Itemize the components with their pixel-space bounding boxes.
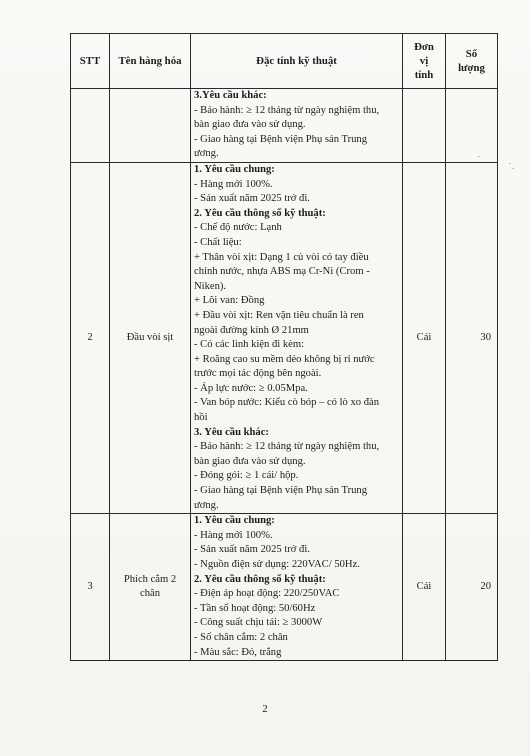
item-name-line: chân (140, 588, 160, 600)
cell-stt: 3 (71, 514, 110, 661)
spec-line: - Nguồn điện sử dụng: 220VAC/ 50Hz. (194, 559, 360, 570)
spec-line: - Sản xuất năm 2025 trở đi. (194, 544, 310, 556)
spec-line: - Giao hàng tại Bệnh viện Phụ sản Trung (194, 133, 368, 145)
header-technical-spec: Đặc tính kỹ thuật (191, 34, 403, 89)
header-quantity-line: Số (465, 48, 478, 60)
specification-table (70, 33, 498, 661)
table-row (71, 162, 498, 513)
header-item-name: Tên hàng hóa (110, 34, 191, 89)
spec-line: - Giao hàng tại Bệnh viện Phụ sản Trung (194, 485, 368, 497)
spec-line: 2. Yêu cầu thông số kỹ thuật: (194, 207, 326, 219)
header-quantity-line: lượng (458, 62, 485, 74)
spec-line: bàn giao đưa vào sử dụng. (194, 119, 306, 131)
cell-technical-spec (191, 162, 403, 513)
cell-quantity (446, 89, 498, 163)
cell-unit: Cái (403, 162, 446, 513)
item-name-line: Phích cắm 2 (123, 573, 177, 585)
cell-technical-spec (191, 514, 403, 661)
header-unit-line: Đơn (414, 41, 434, 53)
header-unit-line: vị (419, 55, 429, 67)
header-quantity (446, 34, 498, 89)
cell-stt (71, 89, 110, 163)
cell-item-name (110, 514, 191, 661)
spec-line: + Thân vòi xịt: Dạng 1 củ vòi có tay điều (194, 251, 369, 263)
spec-line: - Áp lực nước: ≥ 0.05Mpa. (194, 382, 308, 394)
spec-line: - Hàng mới 100%. (194, 178, 273, 190)
cell-stt: 2 (71, 162, 110, 513)
spec-line: - Chất liệu: (194, 236, 242, 248)
spec-line: - Công suất chịu tải: ≥ 3000W (194, 617, 323, 629)
spec-line: ngoài đường kính Ø 21mm (194, 324, 309, 336)
cell-quantity: 20 (446, 514, 498, 661)
spec-line: chỉnh nước, nhựa ABS mạ Cr-Ni (Crom - (194, 266, 370, 278)
cell-quantity: 30 (446, 162, 498, 513)
cell-technical-spec (191, 89, 403, 163)
spec-line: 3.Yêu cầu khác: (194, 90, 267, 101)
cell-unit (403, 89, 446, 163)
spec-line: ương. (194, 148, 219, 160)
spec-line: ương. (194, 499, 219, 511)
spec-line: 2. Yêu cầu thông số kỹ thuật: (194, 573, 326, 585)
spec-line: 1. Yêu cầu chung: (194, 163, 275, 175)
cell-item-name (110, 89, 191, 163)
spec-line: + Roăng cao su mềm dẻo không bị rỉ nước (194, 353, 375, 365)
header-stt: STT (71, 34, 110, 89)
spec-line: - Có các linh kiện đi kèm: (194, 339, 305, 351)
spec-line: trước mọi tác động bên ngoài. (194, 368, 322, 380)
spec-line: - Chế độ nước: Lạnh (194, 222, 282, 234)
spec-line: - Hàng mới 100%. (194, 529, 273, 541)
spec-line: - Số chân cắm: 2 chân (194, 631, 288, 643)
cell-item-name: Đầu vòi sịt (110, 162, 191, 513)
cell-unit: Cái (403, 514, 446, 661)
table-row (71, 89, 498, 163)
spec-line: - Bảo hành: ≥ 12 tháng từ ngày nghiệm thu, (194, 104, 380, 116)
scan-speck (478, 156, 480, 157)
spec-line: - Sản xuất năm 2025 trở đi. (194, 193, 310, 205)
spec-line: + Lõi van: Đồng (194, 295, 265, 307)
table-header-row (71, 34, 498, 89)
spec-line: hồi (194, 412, 208, 424)
scan-speck (509, 163, 511, 164)
spec-line: - Màu sắc: Đỏ, trắng (194, 646, 282, 658)
table-row (71, 514, 498, 661)
header-unit (403, 34, 446, 89)
spec-line: 3. Yêu cầu khác: (194, 426, 269, 438)
page-number: 2 (262, 703, 268, 715)
spec-line: Niken). (194, 280, 227, 292)
spec-line: - Tần số hoạt động: 50/60Hz (194, 602, 316, 614)
spec-line: - Điện áp hoạt động: 220/250VAC (194, 588, 340, 600)
header-unit-line: tính (414, 69, 434, 81)
spec-line: - Đóng gói: ≥ 1 cái/ hộp. (194, 470, 299, 482)
spec-line: bàn giao đưa vào sử dụng. (194, 455, 306, 467)
spec-line: + Đầu vòi xịt: Ren vặn tiêu chuẩn là ren (194, 309, 364, 321)
spec-line: 1. Yêu cầu chung: (194, 515, 275, 527)
spec-line: - Bảo hành: ≥ 12 tháng từ ngày nghiệm thu, (194, 441, 380, 453)
spec-line: - Van bóp nước: Kiểu cò bóp – có lò xo đàn (194, 397, 380, 409)
scan-speck (512, 168, 514, 169)
